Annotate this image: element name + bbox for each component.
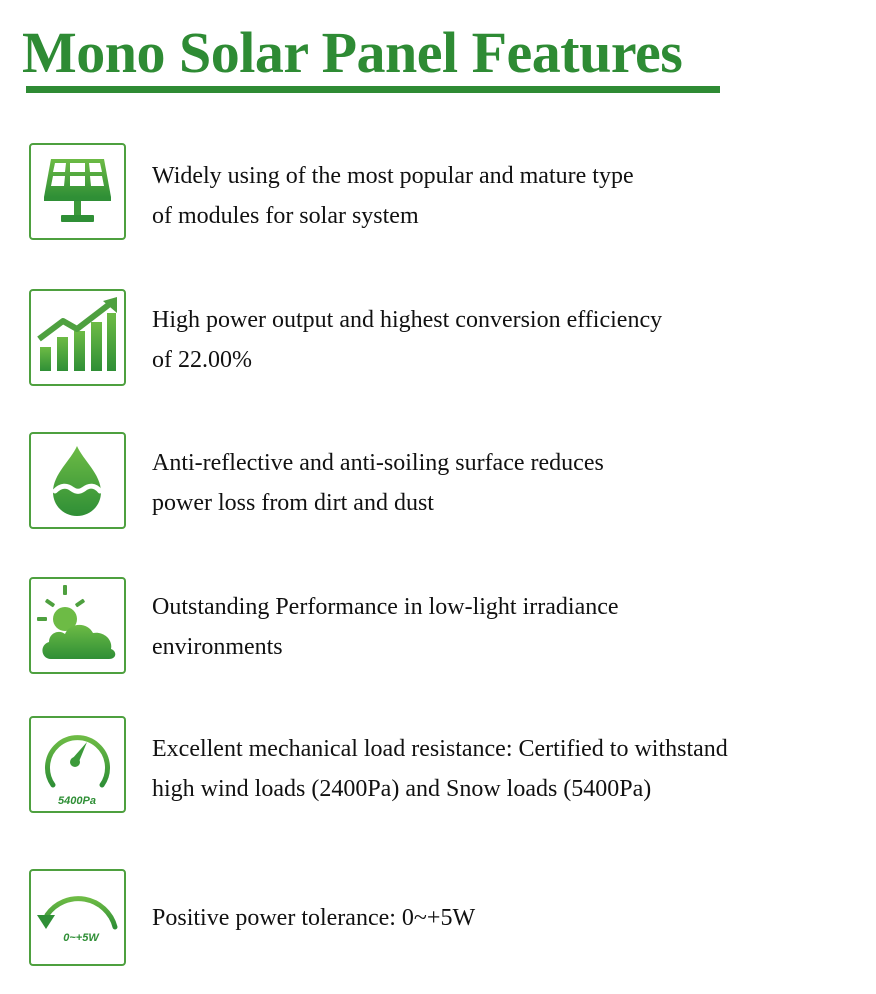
feature-text-line: power loss from dirt and dust [152,490,434,516]
sun-cloud-icon [29,577,126,674]
page-title: Mono Solar Panel Features [22,20,683,85]
feature-text-line: Positive power tolerance: 0~+5W [152,905,476,931]
water-drop-icon [29,432,126,529]
feature-text-line: High power output and highest conversion efficiency [152,307,663,333]
solar-panel-icon [29,143,126,240]
tolerance-label: 0~+5W [63,932,99,944]
growth-chart-icon [29,289,126,386]
gauge-label: 5400Pa [58,795,96,807]
gauge-icon [29,716,126,813]
title-underline [26,86,720,93]
feature-text-line: high wind loads (2400Pa) and Snow loads (5400Pa) [152,776,652,802]
feature-text-line: of modules for solar system [152,203,419,229]
feature-text-line: Excellent mechanical load resistance: Certified to withstand [152,736,728,762]
feature-text-line: Widely using of the most popular and mature type [152,163,634,189]
feature-text-line: of 22.00% [152,347,252,373]
feature-text-line: environments [152,634,283,660]
tolerance-arrow-icon [29,869,126,966]
feature-text-line: Outstanding Performance in low-light irradiance [152,594,619,620]
feature-text-line: Anti-reflective and anti-soiling surface reduces [152,450,604,476]
